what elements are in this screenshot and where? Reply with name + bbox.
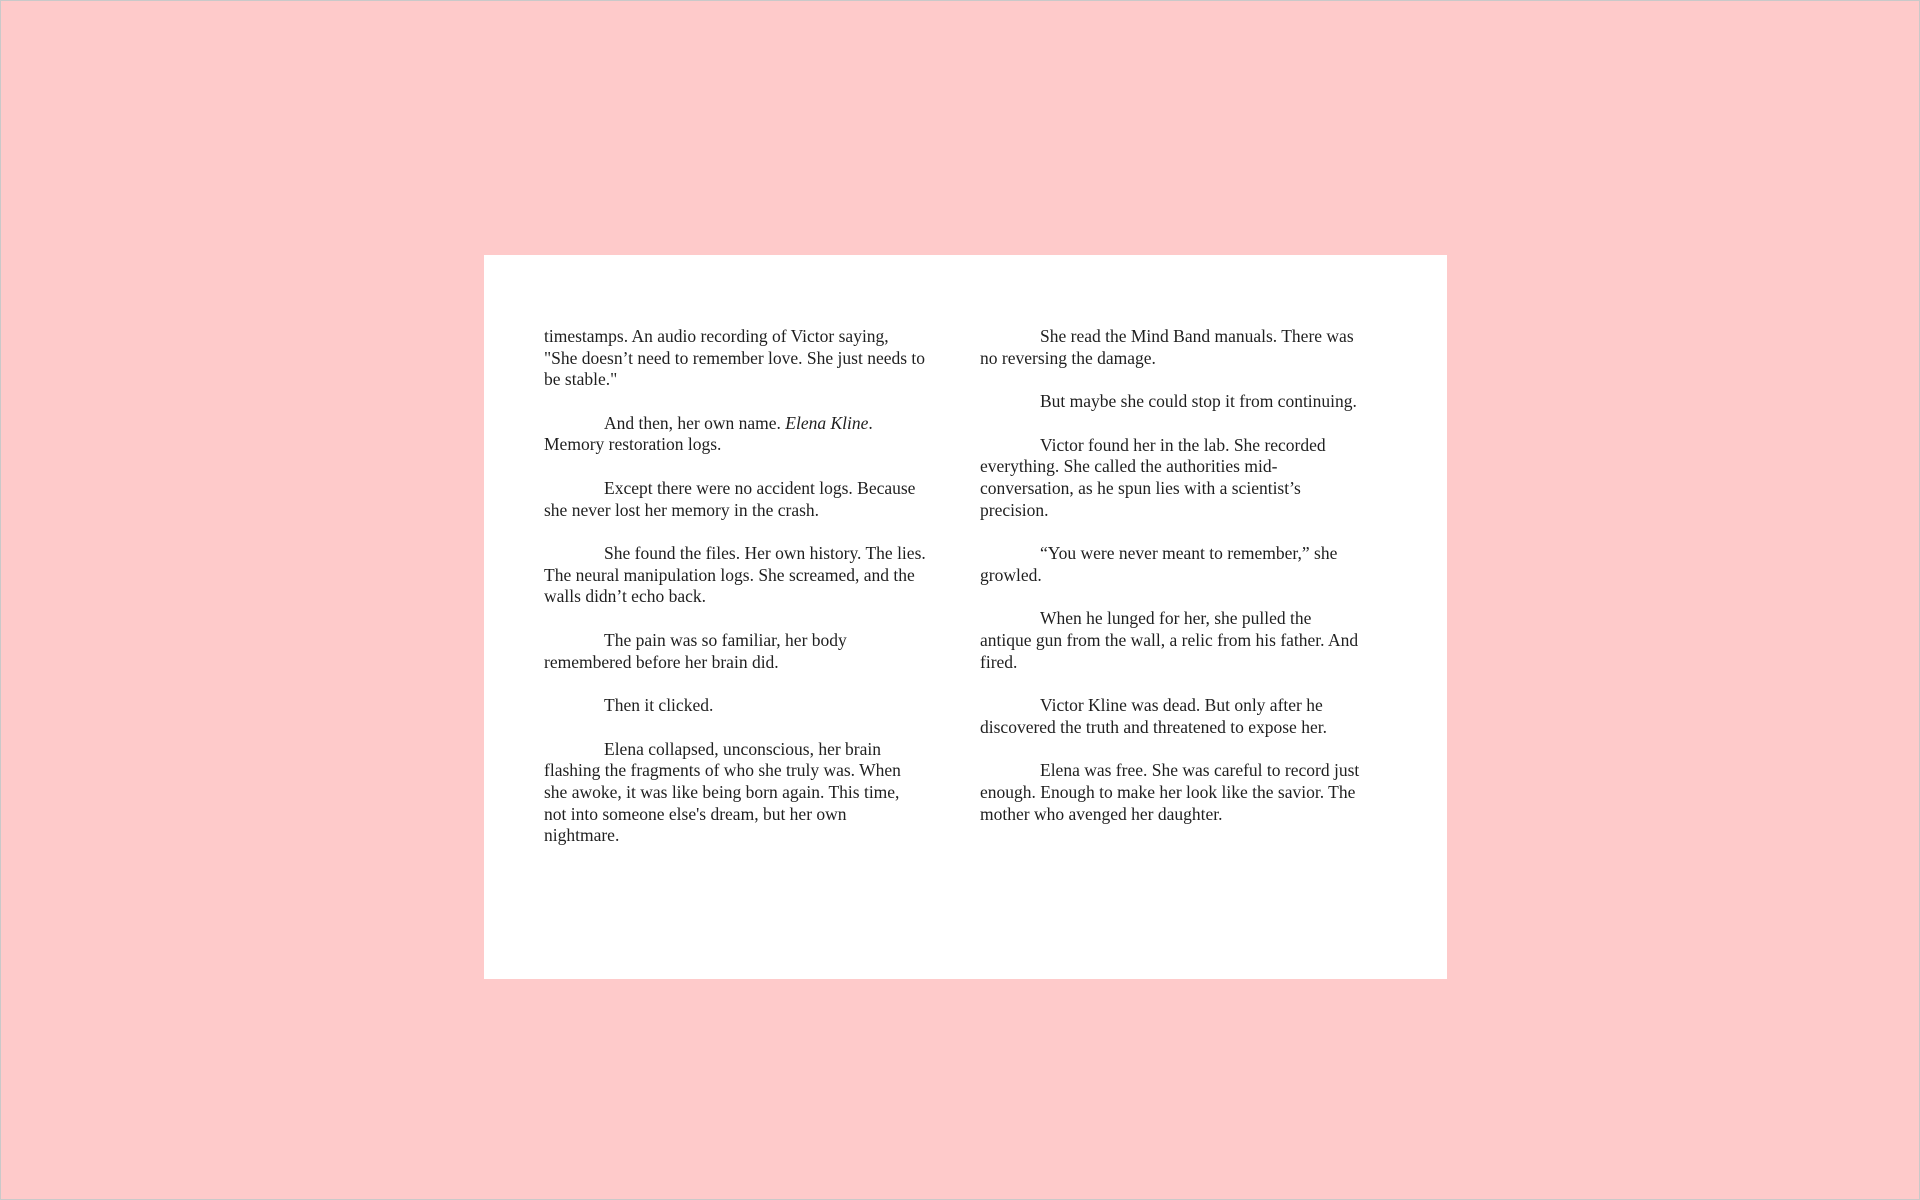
paragraph: The pain was so familiar, her body remembered before her brain did. <box>544 629 847 672</box>
paragraph: timestamps. An audio recording of Victor saying, "She doesn’t need to remember love. She just needs to be stable." <box>544 326 926 390</box>
paragraph-text: And then, her own name. <box>604 412 786 433</box>
left-column <box>544 326 926 869</box>
italic-name: Elena Kline <box>785 412 869 433</box>
paragraph: Then it clicked. <box>604 695 714 716</box>
paragraph <box>544 413 926 456</box>
paragraph: Victor Kline was dead. But only after he discovered the truth and threatened to expose her. <box>980 695 1327 737</box>
paragraph: Victor found her in the lab. She recorded everything. She called the authorities mid-conversation, as he spun lies with a scientist’s precision. <box>980 434 1326 520</box>
paragraph: Elena collapsed, unconscious, her brain flashing the fragments of who she truly was. When she awoke, it was like being born again. This time, not into someone else's dream, but her own nightmare. <box>544 738 901 846</box>
paragraph-text: . Memory restoration logs. <box>544 412 873 455</box>
paragraph: Except there were no accident logs. Because she never lost her memory in the crash. <box>544 477 916 520</box>
right-column <box>980 326 1362 847</box>
paragraph: “You were never meant to remember,” she growled. <box>980 543 1338 585</box>
document-page <box>484 255 1447 979</box>
paragraph: She found the files. Her own history. The lies. The neural manipulation logs. She screamed, and the walls didn’t echo back. <box>544 543 926 607</box>
paragraph: But maybe she could stop it from continuing. <box>1040 391 1357 412</box>
paragraph: Elena was free. She was careful to record just enough. Enough to make her look like the savior. The mother who avenged her daughter. <box>980 760 1360 824</box>
paragraph: When he lunged for her, she pulled the antique gun from the wall, a relic from his father. And fired. <box>980 608 1359 672</box>
paragraph: She read the Mind Band manuals. There was no reversing the damage. <box>980 326 1354 368</box>
